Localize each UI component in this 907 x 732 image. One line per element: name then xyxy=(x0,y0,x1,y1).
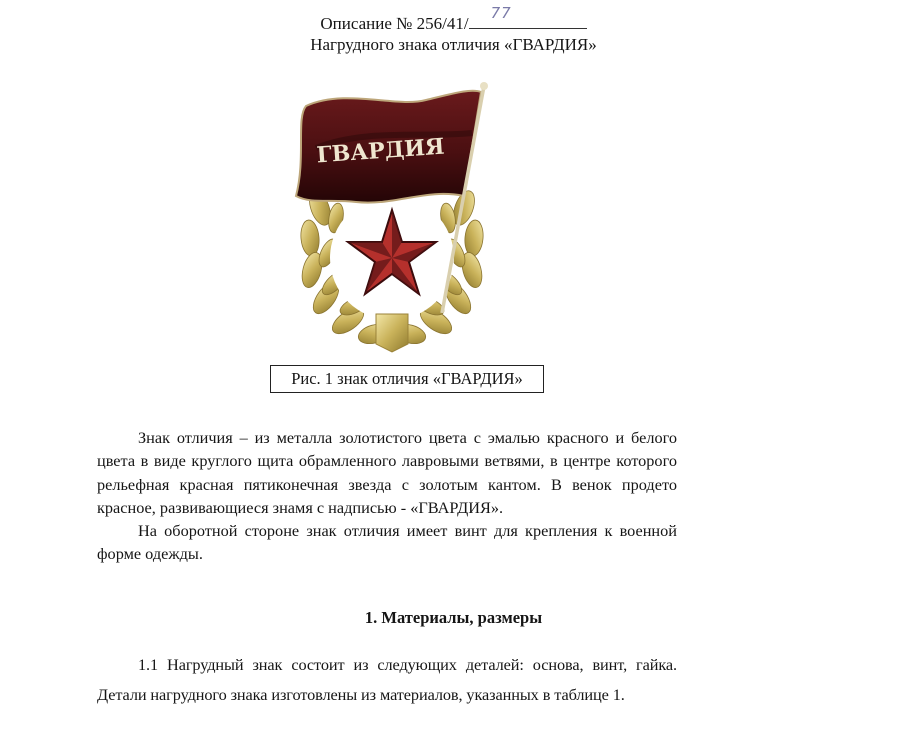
description-paragraph: На оборотной стороне знак отличия имеет винт для крепления к военной форме одежды. xyxy=(97,521,677,564)
handwritten-number-field xyxy=(469,4,587,29)
section-text xyxy=(97,650,677,709)
handwritten-number: 77 xyxy=(490,4,512,22)
flag-text: ГВАРДИЯ xyxy=(315,133,446,169)
section-heading: 1. Материалы, размеры xyxy=(364,608,543,627)
document-subtitle: Нагрудного знака отличия «ГВАРДИЯ» xyxy=(310,35,597,54)
figure-caption: Рис. 1 знак отличия «ГВАРДИЯ» xyxy=(270,365,544,393)
description-paragraph: Знак отличия – из металла золотистого цвета с эмалью красного и белого цвета в виде круглого щита обрамленного лавровыми ветвями, в центре которого рельефная красная пятиконечная звезда с золотым кантом. В венок продето красное, развивающиеся знамя с надписью - «ГВАРДИЯ». xyxy=(97,428,677,517)
document-number-line xyxy=(0,4,907,35)
document-number-label: Описание № 256/41/ xyxy=(320,14,469,33)
flag xyxy=(296,91,481,203)
guards-badge-image xyxy=(276,78,508,360)
section-paragraph: 1.1 Нагрудный знак состоит из следующих деталей: основа, винт, гайка. Детали нагрудного знака изготовлены из материалов, указанных в таблице 1. xyxy=(97,655,677,704)
description-text xyxy=(97,426,677,566)
